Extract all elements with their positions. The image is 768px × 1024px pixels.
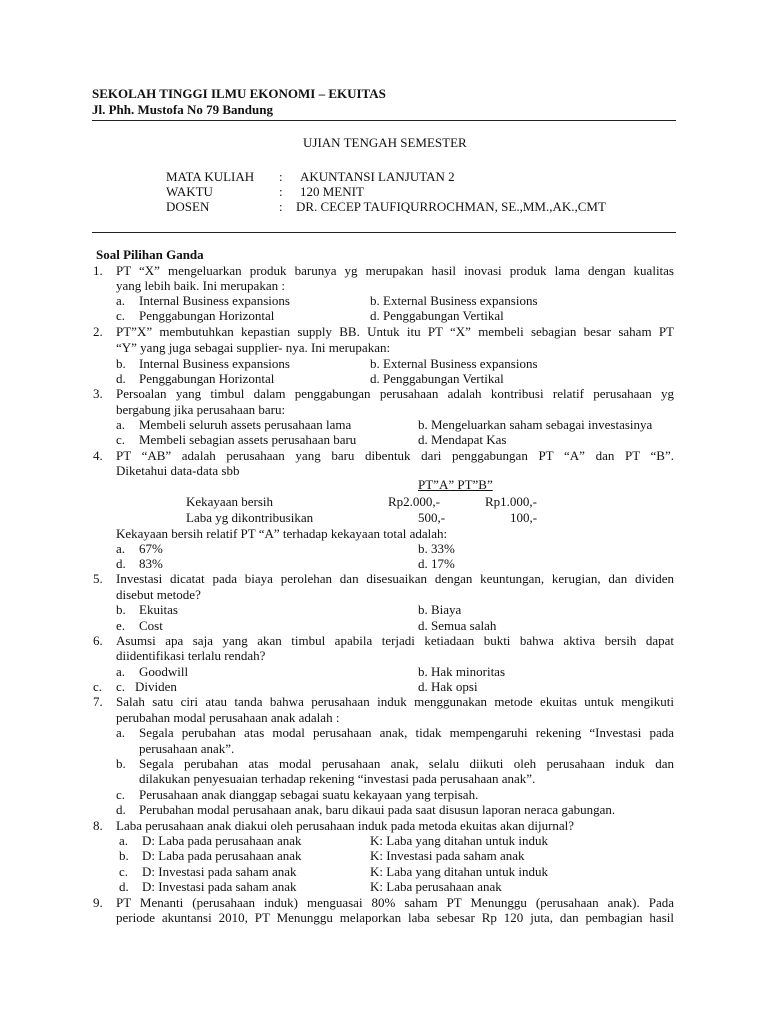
exam-info-sep: : <box>279 184 283 199</box>
option-letter: a. <box>116 664 126 679</box>
section-title: Soal Pilihan Ganda <box>96 247 204 262</box>
option-letter: a. <box>116 293 126 308</box>
exam-info-value: AKUNTANSI LANJUTAN 2 <box>300 169 455 184</box>
question-number: 2. <box>93 324 103 339</box>
exam-info-sep: : <box>279 169 283 184</box>
exam-info-value: DR. CECEP TAUFIQURROCHMAN, SE.,MM.,AK.,CMT <box>296 199 606 214</box>
option-debit: D: Investasi pada saham anak <box>142 879 297 894</box>
option-letter: b. <box>116 356 126 371</box>
option-letter: e. <box>116 618 126 633</box>
question-number: 7. <box>93 694 103 709</box>
option-d: d. Penggabungan Vertikal <box>370 371 504 386</box>
option-a: Goodwill <box>139 664 189 679</box>
option-d: d. Mendapat Kas <box>418 432 507 447</box>
question-number: 9. <box>93 895 103 910</box>
option-c: Cost <box>139 618 163 633</box>
option-a: Membeli seluruh assets perusahaan lama <box>139 417 352 432</box>
option-letter: d. <box>116 556 126 571</box>
question-text: Investasi dicatat pada biaya perolehan dan disesuaikan dengan keuntungan, kerugian, dan dividen <box>116 571 674 586</box>
data-table-header: PT”A” PT”B” <box>418 477 493 492</box>
option-b: Segala perubahan atas modal perusahaan anak, selalu diikuti oleh perusahaan induk dan <box>139 756 674 771</box>
exam-info-label: MATA KULIAH <box>166 169 255 184</box>
option-c: Penggabungan Horizontal <box>139 371 275 386</box>
question-number: 4. <box>93 448 103 463</box>
option-letter: a. <box>119 833 129 848</box>
option-b: b. Mengeluarkan saham sebagai investasinya <box>418 417 653 432</box>
option-c: Perusahaan anak dianggap sebagai suatu kekayaan yang terpisah. <box>139 787 479 802</box>
option-a: Internal Business expansions <box>139 356 290 371</box>
question-text: Persoalan yang timbul dalam penggabungan perusahaan adalah kontribusi relatif perusahaan yg <box>116 386 674 401</box>
option-letter: d. <box>116 802 126 817</box>
option-c: Penggabungan Horizontal <box>139 308 275 323</box>
school-name: SEKOLAH TINGGI ILMU EKONOMI – EKUITAS <box>92 86 386 101</box>
question-text: Laba perusahaan anak diakui oleh perusahaan induk pada metoda ekuitas akan dijurnal? <box>116 818 575 833</box>
option-letter: a. <box>116 725 126 740</box>
option-letter: c. <box>93 679 103 694</box>
option-d: d. Penggabungan Vertikal <box>370 308 504 323</box>
option-letter: c. <box>116 308 126 323</box>
question-number: 5. <box>93 571 103 586</box>
option-a: Segala perubahan atas modal perusahaan anak, tidak mempengaruhi rekening “Investasi pada <box>139 725 674 740</box>
option-letter: a. <box>116 417 126 432</box>
question-text: PT “X” mengeluarkan produk barunya yg merupakan hasil inovasi produk lama dengan kualitas <box>116 263 674 278</box>
option-credit: K: Investasi pada saham anak <box>370 848 525 863</box>
question-text: yang lebih baik. Ini merupakan : <box>116 278 285 293</box>
option-c: Dividen <box>135 679 177 694</box>
exam-info-sep: : <box>279 199 283 214</box>
question-number: 3. <box>93 386 103 401</box>
question-text: Asumsi apa saja yang akan timbul apabila terjadi ketiadaan bukti bahwa aktiva bersih dapat <box>116 633 674 648</box>
option-d: d. Hak opsi <box>418 679 478 694</box>
option-letter: c. <box>116 432 126 447</box>
question-text: “Y” yang juga sebagai supplier- nya. Ini merupakan: <box>116 340 391 355</box>
question-text: bergabung jika perusahaan baru: <box>116 402 286 417</box>
school-address: Jl. Phh. Mustofa No 79 Bandung <box>92 102 273 117</box>
option-letter: b. <box>116 602 126 617</box>
option-credit: K: Laba yang ditahan untuk induk <box>370 864 548 879</box>
option-letter: c. <box>119 864 129 879</box>
question-text: PT Menanti (perusahaan induk) menguasai 80% saham PT Menunggu (perusahaan anak). Pada <box>116 895 674 910</box>
exam-info-value: 120 MENIT <box>300 184 364 199</box>
question-text: Salah satu ciri atau tanda bahwa perusahaan induk menggunakan metode ekuitas untuk mengikuti <box>116 694 674 709</box>
option-letter: a. <box>116 541 126 556</box>
data-value-b: Rp1.000,- <box>485 494 537 509</box>
exam-info-label: DOSEN <box>166 199 210 214</box>
option-d: d. 17% <box>418 556 455 571</box>
data-value-a: 500,- <box>418 510 446 525</box>
data-row-label: Kekayaan bersih <box>186 494 273 509</box>
option-d: Perubahan modal perusahaan anak, baru dikaui pada saat disusun laporan neraca gabungan. <box>139 802 616 817</box>
option-letter: c. <box>116 679 126 694</box>
option-debit: D: Investasi pada saham anak <box>142 864 297 879</box>
option-b: b. Biaya <box>418 602 462 617</box>
question-text: PT”X” membutuhkan kepastian supply BB. Untuk itu PT “X” membeli sebagian besar saham PT <box>116 324 674 339</box>
question-number: 6. <box>93 633 103 648</box>
option-b: b. External Business expansions <box>370 356 538 371</box>
option-a: Internal Business expansions <box>139 293 290 308</box>
option-b: b. External Business expansions <box>370 293 538 308</box>
question-text: PT “AB” adalah perusahaan yang baru dibentuk dari penggabungan PT “A” dan PT “B”. <box>116 448 674 463</box>
option-c: Membeli sebagian assets perusahaan baru <box>139 432 357 447</box>
option-debit: D: Laba pada perusahaan anak <box>142 848 302 863</box>
option-letter: b. <box>116 756 126 771</box>
data-row-label: Laba yg dikontribusikan <box>186 510 314 525</box>
question-number: 1. <box>93 263 103 278</box>
question-text: perubahan modal perusahaan anak adalah : <box>116 710 340 725</box>
exam-info-label: WAKTU <box>166 184 213 199</box>
question-text: diidentifikasi terlalu rendah? <box>116 648 266 663</box>
option-letter: c. <box>116 787 126 802</box>
option-credit: K: Laba yang ditahan untuk induk <box>370 833 548 848</box>
option-a: 67% <box>139 541 163 556</box>
option-c: 83% <box>139 556 163 571</box>
question-text: periode akuntansi 2010, PT Menunggu melaporkan laba sebesar Rp 120 juta, dan pembagian hasil <box>116 910 674 925</box>
info-divider <box>92 232 676 233</box>
option-a: Ekuitas <box>139 602 178 617</box>
data-value-a: Rp2.000,- <box>388 494 440 509</box>
header-divider <box>92 120 676 121</box>
option-b: b. 33% <box>418 541 455 556</box>
question-text: Diketahui data-data sbb <box>116 463 240 478</box>
option-a: perusahaan anak”. <box>139 741 235 756</box>
option-letter: d. <box>116 371 126 386</box>
option-letter: b. <box>119 848 129 863</box>
option-d: d. Semua salah <box>418 618 497 633</box>
question-number: 8. <box>93 818 103 833</box>
option-letter: d. <box>119 879 129 894</box>
exam-title: UJIAN TENGAH SEMESTER <box>303 135 467 150</box>
option-b: dilakukan penyesuaian terhadap rekening “investasi pada perusahaan anak”. <box>139 771 536 786</box>
option-debit: D: Laba pada perusahaan anak <box>142 833 302 848</box>
question-text: disebut metode? <box>116 587 201 602</box>
option-credit: K: Laba perusahaan anak <box>370 879 502 894</box>
option-b: b. Hak minoritas <box>418 664 506 679</box>
question-text: Kekayaan bersih relatif PT “A” terhadap kekayaan total adalah: <box>116 526 448 541</box>
data-value-b: 100,- <box>510 510 538 525</box>
